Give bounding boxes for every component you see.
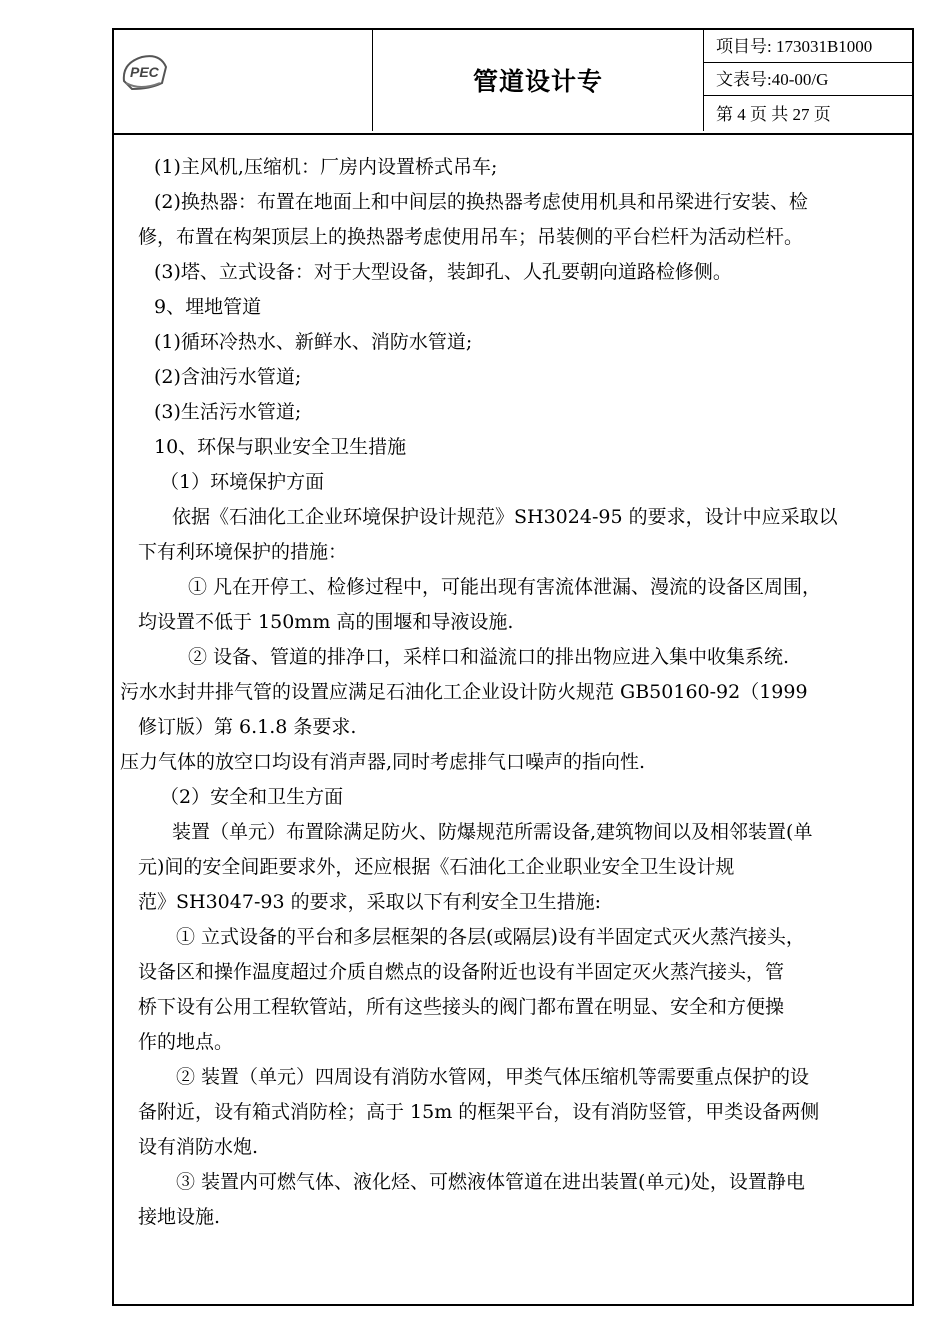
text-line: (1)循环冷热水、新鲜水、消防水管道; [154,331,473,353]
text-line: (2)含油污水管道; [154,366,302,388]
subsection-heading: （2）安全和卫生方面 [160,786,344,808]
text-line: 下有利环境保护的措施： [138,541,348,563]
text-line: (2)换热器：布置在地面上和中间层的换热器考虑使用机具和吊梁进行安装、检 [154,191,808,213]
text-line: (1)主风机,压缩机：厂房内设置桥式吊车; [154,156,498,178]
text-line: (3)塔、立式设备：对于大型设备，装卸孔、人孔要朝向道路检修侧。 [154,261,732,283]
form-number: 文表号:40-00/G [704,63,912,96]
text-line: 设有消防水炮. [138,1136,259,1158]
title-cell [373,30,704,131]
section-heading: 10、环保与职业安全卫生措施 [154,436,407,458]
text-line: 接地设施. [138,1206,221,1228]
section-heading: 9、埋地管道 [154,296,262,318]
page-info: 第 4 页 共 27 页 [716,105,831,124]
text-line: ① 立式设备的平台和多层框架的各层(或隔层)设有半固定式灭火蒸汽接头， [176,926,805,948]
document-title: 管道设计专 [472,67,603,96]
svg-text:PEC: PEC [130,64,159,80]
text-line: 修订版）第 6.1.8 条要求. [138,716,357,738]
pec-logo [120,53,170,93]
project-number: 项目号: 173031B1000 [704,30,912,63]
text-line: 装置（单元）布置除满足防火、防爆规范所需设备,建筑物间以及相邻装置(单 [172,821,813,843]
subsection-heading: （1）环境保护方面 [160,471,325,493]
text-line: 修，布置在构架顶层上的换热器考虑使用吊车；吊装侧的平台栏杆为活动栏杆。 [138,226,804,248]
text-line: 依据《石油化工企业环境保护设计规范》SH3024-95 的要求，设计中应采取以 [172,506,838,528]
text-line: ② 设备、管道的排净口，采样口和溢流口的排出物应进入集中收集系统. [188,646,790,668]
text-line: 元)间的安全间距要求外，还应根据《石油化工企业职业安全卫生设计规 [138,856,735,878]
text-line: ③ 装置内可燃气体、液化烃、可燃液体管道在进出装置(单元)处，设置静电 [176,1171,805,1193]
document-frame [112,28,914,1306]
meta-cell [704,30,912,131]
logo-cell [114,30,373,131]
document-header [114,30,912,135]
text-line: 均设置不低于 150mm 高的围堰和导液设施. [138,611,514,633]
text-line: 备附近，设有箱式消防栓；高于 15m 的框架平台，设有消防竖管，甲类设备两侧 [138,1101,820,1123]
text-line: (3)生活污水管道; [154,401,302,423]
text-line: 范》SH3047-93 的要求，采取以下有利安全卫生措施: [138,891,601,913]
text-line: 压力气体的放空口均设有消声器,同时考虑排气口噪声的指向性. [120,751,646,773]
text-line: 作的地点。 [138,1031,234,1053]
text-line: 设备区和操作温度超过介质自燃点的设备附近也设有半固定灭火蒸汽接头，管 [138,961,785,983]
text-line: ② 装置（单元）四周设有消防水管网，甲类气体压缩机等需要重点保护的设 [176,1066,810,1088]
text-line: 桥下设有公用工程软管站，所有这些接头的阀门都布置在明显、安全和方便操 [138,996,785,1018]
text-line: 污水水封井排气管的设置应满足石油化工企业设计防火规范 GB50160-92（1999 [120,681,808,703]
text-line: ① 凡在开停工、检修过程中，可能出现有害流体泄漏、漫流的设备区周围， [188,576,822,598]
